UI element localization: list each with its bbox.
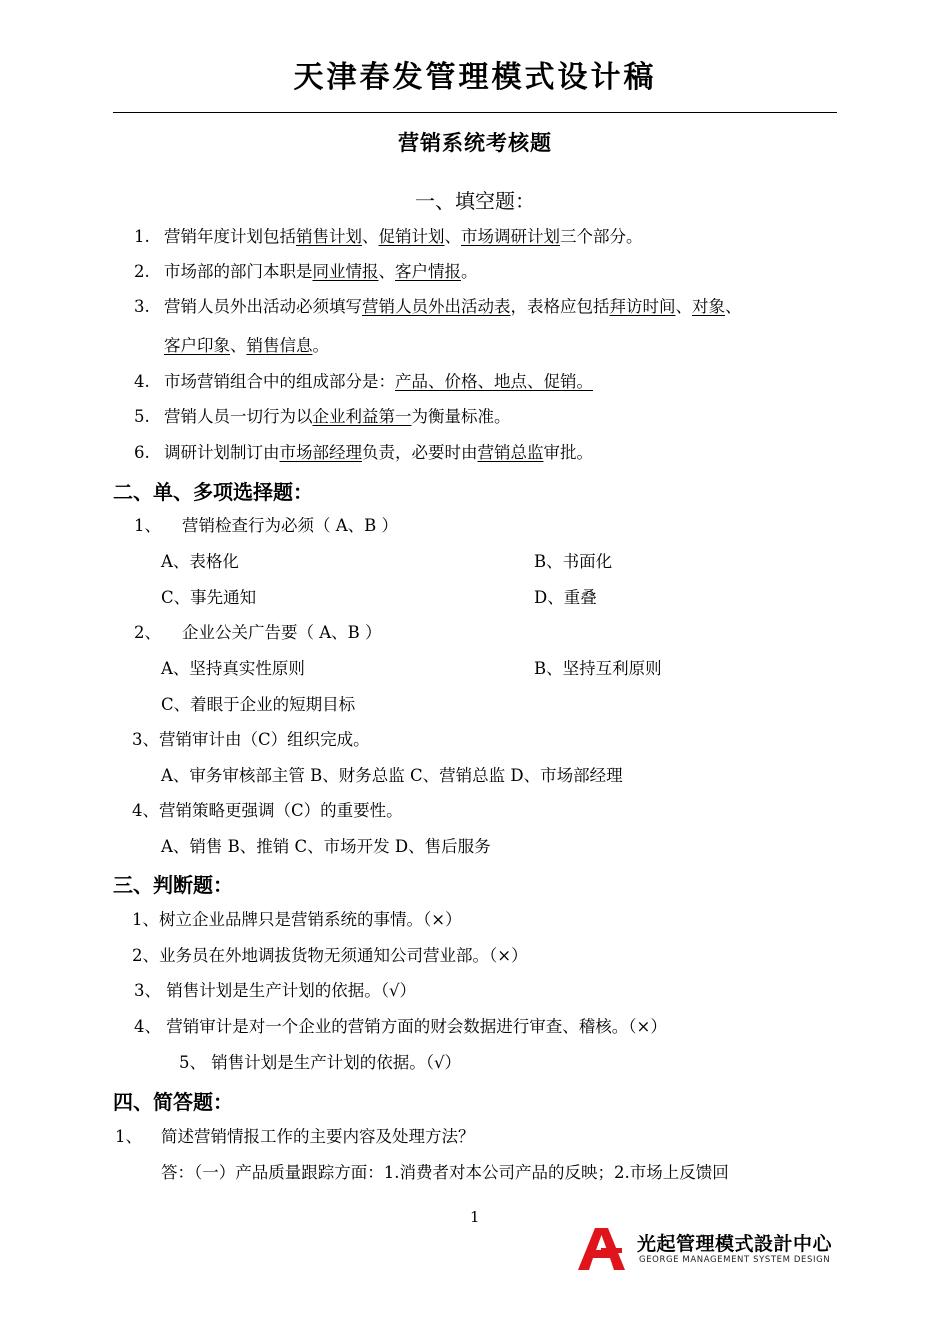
fill-question-2: 2. 市场部的部门本职是同业情报、客户情报。: [134, 262, 478, 281]
document-title: 天津春发管理模式设计稿: [293, 60, 657, 95]
judge-item-3: 3、 销售计划是生产计划的依据。（√）: [134, 981, 417, 1000]
title-divider: [113, 112, 837, 113]
choice-question-3: 3、营销审计由（C）组织完成。: [132, 730, 370, 749]
judge-item-5: 5、 销售计划是生产计划的依据。（√）: [179, 1053, 462, 1072]
choice-1-option-d: D、重叠: [534, 588, 597, 607]
choice-1-option-b: B、书面化: [534, 552, 613, 571]
fill-question-4: 4. 市场营销组合中的组成部分是：产品、价格、地点、促销。: [134, 372, 593, 391]
section-judge-heading: 三、判断题：: [113, 873, 233, 897]
company-logo-text: 光起管理模式設計中心: [637, 1233, 833, 1255]
judge-item-2: 2、业务员在外地调拔货物无须通知公司营业部。（×）: [132, 946, 528, 965]
fill-question-3: 3. 营销人员外出活动必须填写营销人员外出活动表，表格应包括拜访时间、对象、: [134, 297, 742, 316]
choice-2-option-a: A、坚持真实性原则: [161, 659, 305, 678]
fill-question-5: 5. 营销人员一切行为以企业利益第一为衡量标准。: [134, 407, 511, 426]
choice-1-option-a: A、表格化: [161, 552, 239, 571]
company-logo-icon: [574, 1224, 636, 1272]
section-fill-blank-heading: 一、填空题：: [415, 189, 535, 213]
page-number: 1: [470, 1208, 480, 1226]
choice-4-options: A、销售 B、推销 C、市场开发 D、售后服务: [161, 837, 491, 856]
company-logo-subtitle: GEORGE MANAGEMENT SYSTEM DESIGN: [639, 1255, 831, 1265]
choice-question-4: 4、营销策略更强调（C）的重要性。: [132, 801, 403, 820]
fill-question-6: 6. 调研计划制订由市场部经理负责，必要时由营销总监审批。: [134, 443, 593, 462]
choice-question-1: 1、 营销检查行为必须（ A、B ）: [134, 516, 399, 535]
fill-question-3-continued: 客户印象、销售信息。: [164, 336, 329, 355]
section-short-answer-heading: 四、简答题：: [113, 1090, 233, 1114]
section-choice-heading: 二、单、多项选择题：: [113, 480, 313, 504]
choice-2-option-c: C、着眼于企业的短期目标: [161, 695, 356, 714]
choice-1-option-c: C、事先通知: [161, 588, 257, 607]
fill-question-1: 1. 营销年度计划包括销售计划、促销计划、市场调研计划三个部分。: [134, 227, 643, 246]
choice-3-options: A、审务审核部主管 B、财务总监 C、营销总监 D、市场部经理: [161, 766, 623, 785]
short-answer-question-1: 1、 简述营销情报工作的主要内容及处理方法？: [115, 1127, 475, 1146]
document-subtitle: 营销系统考核题: [398, 131, 552, 155]
choice-2-option-b: B、坚持互利原则: [534, 659, 662, 678]
choice-question-2: 2、 企业公关广告要（ A、B ）: [134, 623, 382, 642]
judge-item-4: 4、 营销审计是对一个企业的营销方面的财会数据进行审查、稽核。（×）: [134, 1017, 667, 1036]
judge-item-1: 1、树立企业品牌只是营销系统的事情。（×）: [132, 910, 462, 929]
short-answer-text: 答：（一）产品质量跟踪方面：1.消费者对本公司产品的反映；2.市场上反馈回: [161, 1163, 729, 1182]
